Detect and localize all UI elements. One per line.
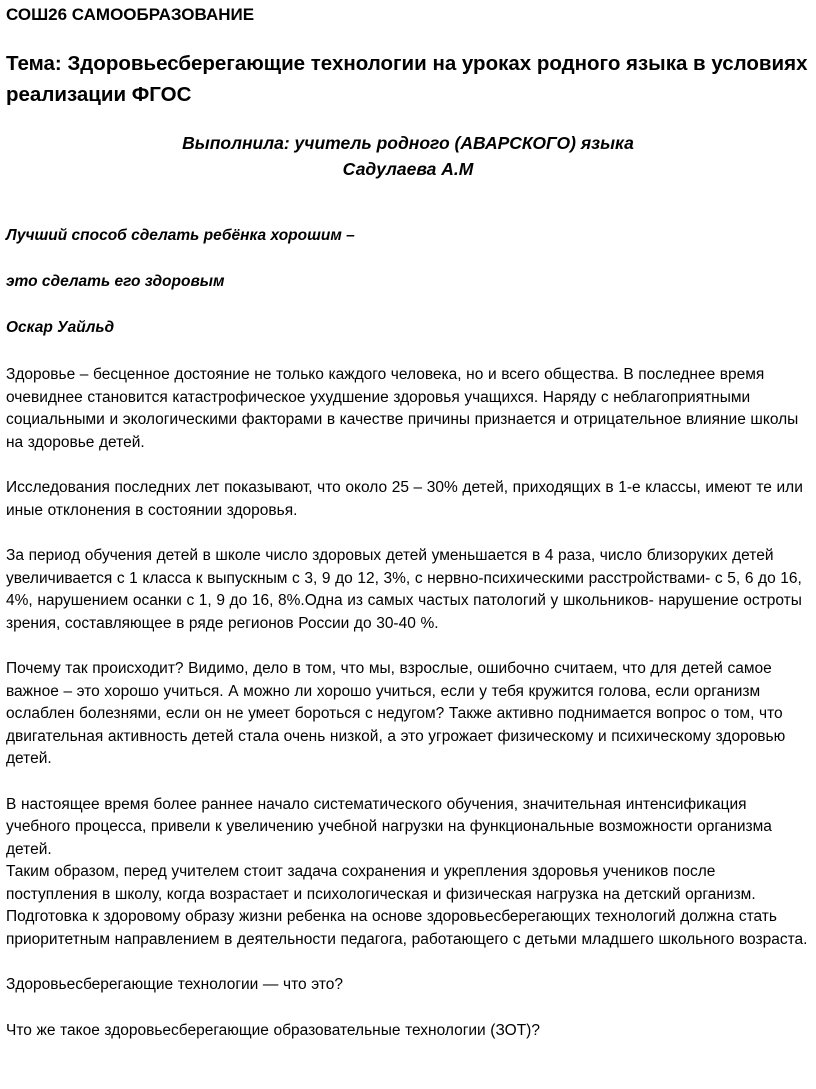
paragraph-statistics: За период обучения детей в школе число здоровых детей уменьшается в 4 раза, число близоруких детей увеличивается с 1 класса к выпускным с 3, 9 до 12, 3%, с нервно-психическими расстройствами- с 5, 6 до 16, 4%, нарушением осанки с 1, 9 до 16, 8%.Одна из самых частых патологий у школьников- нарушение остроты зрения, составляющее в ряде регионов России до 30-40 %. <box>6 547 802 632</box>
school-header: СОШ26 САМООБРАЗОВАНИЕ <box>6 5 255 24</box>
epigraph-line-1: Лучший способ сделать ребёнка хорошим – <box>6 227 355 244</box>
paragraph-teacher-task: Таким образом, перед учителем стоит задача сохранения и укрепления здоровья учеников после поступления в школу, когда возрастает и психологическая и физическая нагрузка на детский организм. Подготовка к здоровому образу жизни ребенка на основе здоровьесберегающих технологий должна стать приоритетным направлением в деятельности педагога, работающего с детьми младшего школьного возраста. <box>6 863 808 948</box>
document-topic: Тема: Здоровьесберегающие технологии на уроках родного языка в условиях реализации ФГОС <box>6 52 808 106</box>
paragraph-research: Исследования последних лет показывают, что около 25 – 30% детей, приходящих в 1-е классы, имеют те или иные отклонения в состоянии здоровья. <box>6 479 803 519</box>
author-block <box>6 130 810 182</box>
author-position: Выполнила: учитель родного (АВАРСКОГО) языка <box>182 133 634 153</box>
epigraph-line-2: это сделать его здоровым <box>6 273 225 290</box>
paragraph-current-time: В настоящее время более раннее начало систематического обучения, значительная интенсификация учебного процесса, привели к увеличению учебной нагрузки на функциональные возможности организма детей. <box>6 795 772 858</box>
paragraph-health-value: Здоровье – бесценное достояние не только каждого человека, но и всего общества. В последнее время очевиднее становится катастрофическое ухудшение здоровья учащихся. Наряду с неблагоприятными социальными и экологическими факторами в качестве причины признается и отрицательное влияние школы на здоровье детей. <box>6 366 799 451</box>
paragraph-question-zot: Что же такое здоровьесберегающие образовательные технологии (ЗОТ)? <box>6 1021 540 1039</box>
paragraph-why: Почему так происходит? Видимо, дело в том, что мы, взрослые, ошибочно считаем, что для детей самое важное – это хорошо учиться. А можно ли хорошо учиться, если у тебя кружится голова, если организм ослаблен болезнями, если он не умеет бороться с недугом? Также активно поднимается вопрос о том, что двигательная активность детей стала очень низкой, а это угрожает физическому и психическому здоровью детей. <box>6 660 786 767</box>
author-name: Садулаева А.М <box>342 159 474 179</box>
paragraph-question-what: Здоровьесберегающие технологии — что это? <box>6 976 343 993</box>
epigraph-attribution: Оскар Уайльд <box>6 319 115 336</box>
